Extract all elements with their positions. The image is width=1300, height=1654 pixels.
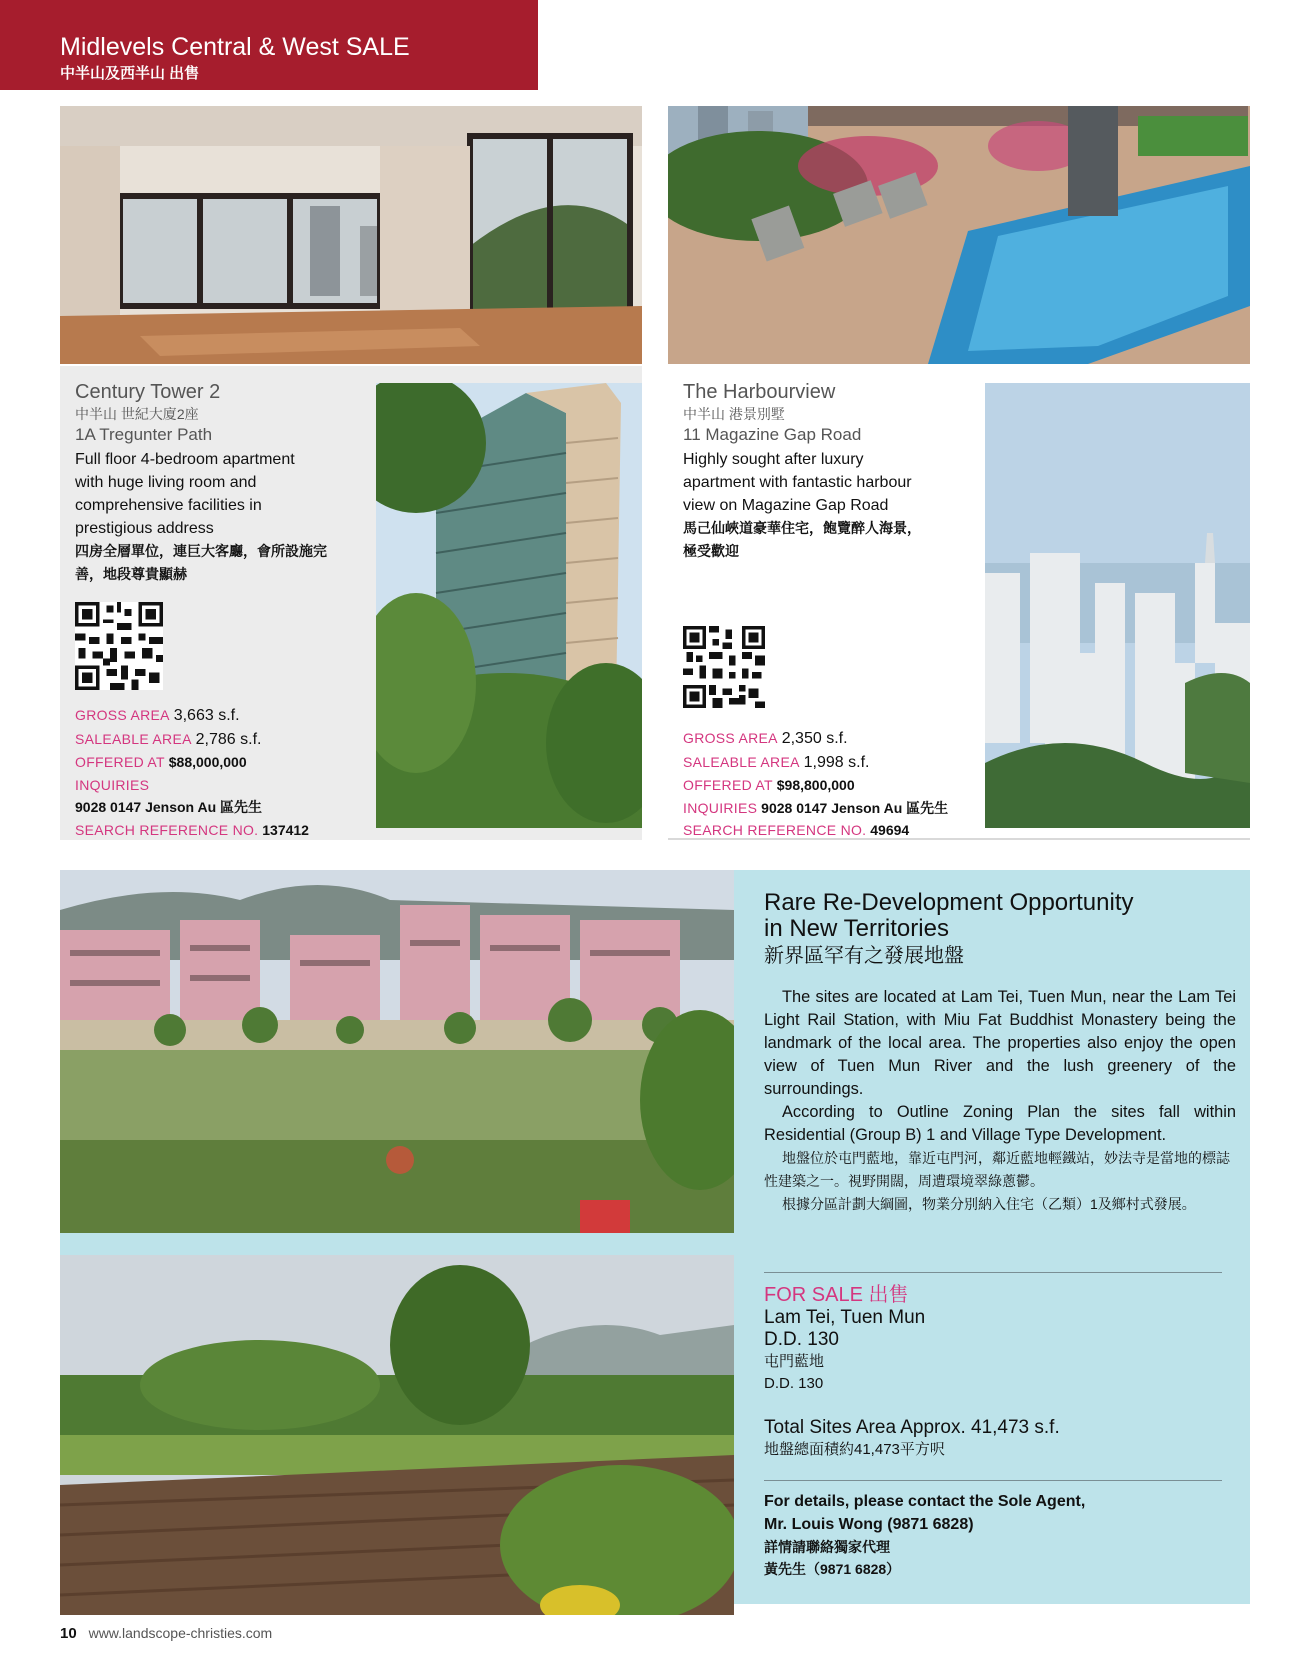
sale-location-zh: 屯門藍地 (764, 1353, 825, 1370)
listing-description: Highly sought after luxury apartment with fantastic harbour view on Magazine Gap Road (683, 451, 912, 514)
offered-at-label: OFFERED AT (683, 777, 773, 793)
page-footer (60, 1625, 272, 1642)
for-sale-label: FOR SALE 出售 (764, 1284, 909, 1306)
photo-farmland (60, 1255, 734, 1615)
contact-line-2: Mr. Louis Wong (9871 6828) (764, 1516, 974, 1533)
development-title-zh: 新界區罕有之發展地盤 (764, 945, 964, 967)
saleable-area-value: 1,998 s.f. (803, 753, 870, 771)
development-paragraph-zh-1: 地盤位於屯門藍地，靠近屯門河，鄰近藍地輕鐵站，妙法寺是當地的標誌性建築之一。視野開闊，周遭環境翠綠蔥鬱。 (764, 1150, 1230, 1189)
development-title: Rare Re-Development Opportunity in New Territories (764, 889, 1134, 942)
development-paragraph-1: The sites are located at Lam Tei, Tuen Mun, near the Lam Tei Light Rail Station, with Miu Fat Buddhist Monastery being the landmark of the local area. The properties also enjoy the open view of Tuen Mun River and the lush greenery of the surroundings. (764, 988, 1236, 1098)
offered-at-label: OFFERED AT (75, 754, 165, 770)
section-title-zh: 中半山及西半山 出售 (60, 65, 200, 82)
inquiries-label: INQUIRIES (683, 799, 758, 816)
inquiries-value: 9028 0147 Jenson Au 區先生 (75, 799, 263, 815)
listing-specs-1 (75, 704, 375, 841)
listing-specs-2 (683, 727, 1003, 842)
photo-century-tower-interior (60, 106, 642, 364)
offered-at-value: $88,000,000 (168, 754, 247, 770)
search-ref-value: 49694 (870, 822, 910, 838)
photo-harbourview-pool (668, 106, 1250, 364)
listing-title-zh: 中半山 世紀大廈2座 (75, 406, 199, 422)
divider (764, 1272, 1222, 1273)
contact-zh-1: 詳情請聯絡獨家代理 (764, 1539, 890, 1555)
contact-line-1: For details, please contact the Sole Agent, (764, 1493, 1086, 1510)
sale-location: Lam Tei, Tuen Mun (764, 1307, 926, 1328)
contact-zh-2: 黃先生（9871 6828） (764, 1561, 901, 1577)
page-number: 10 (60, 1625, 77, 1642)
listing-description: Full floor 4-bedroom apartment with huge living room and comprehensive facilities in prestigious address (75, 451, 295, 537)
for-sale-block (764, 1283, 1222, 1461)
sale-lot: D.D. 130 (764, 1329, 839, 1350)
photo-village-pond (60, 870, 734, 1233)
inquiries-value: 9028 0147 Jenson Au 區先生 (761, 799, 949, 816)
saleable-area-label: SALEABLE AREA (683, 753, 800, 770)
section-header (0, 0, 538, 90)
divider (764, 1480, 1222, 1481)
gross-area-value: 2,350 s.f. (781, 730, 848, 747)
saleable-area-value: 2,786 s.f. (195, 730, 262, 748)
listing-description-zh: 馬己仙峽道豪華住宅，飽覽醉人海景， 極受歡迎 (683, 520, 921, 559)
listing-address: 1A Tregunter Path (75, 425, 213, 444)
section-title: Midlevels Central & West SALE (60, 33, 410, 61)
listing-description-zh: 四房全層單位，連巨大客廳，會所設施完 善，地段尊貴顯赫 (75, 543, 327, 582)
saleable-area-label: SALEABLE AREA (75, 730, 192, 747)
listing-century-tower (75, 380, 365, 586)
contact-block (764, 1490, 1222, 1580)
sale-area-zh: 地盤總面積約41,473平方呎 (764, 1441, 945, 1458)
search-ref-label: SEARCH REFERENCE NO. (683, 822, 867, 838)
gross-area-label: GROSS AREA (75, 707, 170, 723)
gross-area-label: GROSS AREA (683, 730, 778, 746)
sale-area: Total Sites Area Approx. 41,473 s.f. (764, 1417, 1060, 1438)
development-description (764, 890, 1236, 1216)
offered-at-value: $98,800,000 (776, 777, 855, 793)
qr-code-icon[interactable] (683, 626, 765, 708)
search-ref-value: 137412 (262, 821, 309, 838)
listing-address: 11 Magazine Gap Road (683, 425, 862, 444)
gross-area-value: 3,663 s.f. (173, 707, 240, 724)
qr-code-icon[interactable] (75, 602, 163, 690)
photo-century-tower-exterior (376, 383, 642, 828)
footer-url[interactable]: www.landscope-christies.com (88, 1625, 273, 1641)
search-ref-label: SEARCH REFERENCE NO. (75, 821, 259, 838)
sale-lot-zh: D.D. 130 (764, 1375, 824, 1392)
photo-harbour-view (985, 383, 1250, 828)
development-paragraph-zh-2: 根據分區計劃大綱圖，物業分別納入住宅（乙類）1及鄉村式發展。 (782, 1196, 1196, 1212)
listing-title: Century Tower 2 (75, 381, 221, 403)
listing-title-zh: 中半山 港景別墅 (683, 406, 785, 422)
development-paragraph-2: According to Outline Zoning Plan the sites fall within Residential (Group B) 1 and Village Type Development. (764, 1103, 1236, 1144)
listing-title: The Harbourview (683, 381, 836, 403)
inquiries-label: INQUIRIES (75, 776, 150, 793)
listing-harbourview (683, 380, 973, 563)
